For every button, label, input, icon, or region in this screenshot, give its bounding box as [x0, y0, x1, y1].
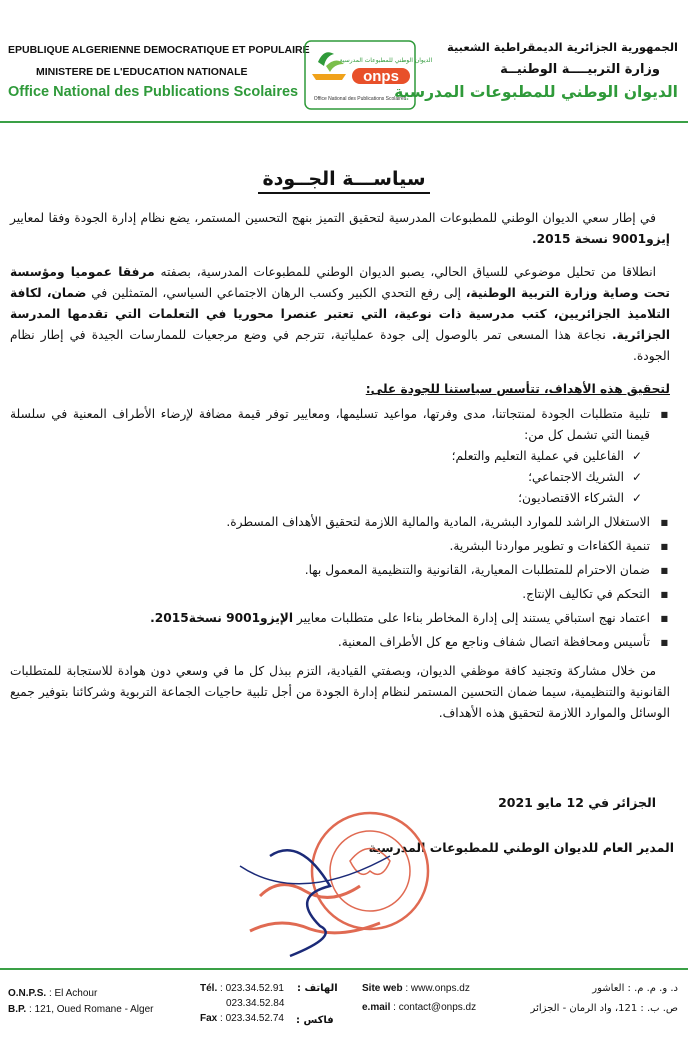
footer-bp: B.P. : 121, Oued Romane - Alger: [8, 1004, 154, 1015]
list-item: ✓ الفاعلين في عملية التعليم والتعلم؛: [10, 446, 624, 467]
signatory-title: المدير العام للديوان الوطني للمطبوعات المدرسية: [368, 840, 674, 855]
republic-name-fr: EPUBLIQUE ALGERIENNE DEMOCRATIQUE ET POPULAIRE: [8, 44, 310, 56]
footer-address-ar-2: ص. ب. : 121، واد الرمان - الجزائر: [530, 1003, 678, 1014]
footer-tel: Tél. : 023.34.52.91: [200, 983, 284, 994]
logo-text-ar: الديوان الوطني للمطبوعات المدرسية: [339, 57, 433, 64]
logo-mark: onps: [363, 68, 399, 85]
ministry-name-ar: وزارة التربيــــة الوطنيــة: [500, 62, 660, 77]
goals-list: [10, 404, 670, 653]
list-item: ■ تنمية الكفاءات و تطوير مواردنا البشرية.: [10, 536, 650, 557]
header-arabic: [394, 40, 678, 101]
ministry-name-fr: MINISTERE DE L'EDUCATION NATIONALE: [36, 66, 248, 78]
check-icon: ✓: [631, 470, 642, 484]
goals-heading: لتحقيق هذه الأهداف، تتأسس سياستنا للجودة على:: [365, 382, 670, 396]
stakeholder-list: [10, 446, 650, 509]
logo-text-fr: Office National des Publications Scolaires: [313, 96, 407, 102]
footer-email: e.mail : contact@onps.dz: [362, 1002, 477, 1013]
list-item: ✓ الشريك الاجتماعي؛: [10, 467, 624, 488]
iso-reference: إيزو9001 نسخة 2015.: [531, 232, 670, 246]
footer-org: O.N.P.S. : El Achour: [8, 988, 98, 999]
document-body: [10, 208, 670, 736]
footer-tel-ar: الهاتف :: [297, 983, 338, 994]
list-item: ■ تأسيس ومحافظة اتصال شفاف وناجع مع كل الأطراف المعنية.: [10, 632, 650, 653]
paragraph-context: انطلاقا من تحليل موضوعي للسياق الحالي، يصبو الديوان الوطني للمطبوعات المدرسية، بصفته مرفقا عموميا ومؤسسة تحت وصاية وزارة التربية الوطنية، إلى رفع التحدي الكبير وكسب الرهان الاجتماعي السياسي، المتمثلين في ضمان، لكافة التلاميذ الجزائريين، كتب مدرسية ذات نوعية، التي تعتبر عنصرا محوريا في التعلمات التي تقدمها المدرسة الجزائرية. نجاعة هذا المسعى تمر بالوصول إلى جودة عملياتية، تترجم في وضع مرجعيات للممارسات الجيدة في إطار نظام الجودة.: [10, 265, 671, 363]
check-icon: ✓: [631, 491, 642, 505]
office-name-ar: الديوان الوطني للمطبوعات المدرسية: [394, 83, 678, 101]
republic-name-ar: الجمهورية الجزائرية الديمقراطية الشعبية: [446, 40, 678, 54]
paragraph-intro: في إطار سعي الديوان الوطني للمطبوعات المدرسية لتحقيق التميز بنهج التحسين المستمر، يضع نظام إدارة الجودة وفقا لمعايير إيزو9001 نسخة 2015.: [10, 211, 670, 246]
sign-date: الجزائر في 12 مايو 2021: [498, 795, 656, 810]
official-stamp-signature: [200, 806, 440, 956]
list-item: ■ تلبية متطلبات الجودة لمنتجاتنا، مدى وفرتها، مواعيد تسليمها، ومعايير توفر قيمة مضافة لإرضاء الأطراف المعنية في سلسلة قيمنا التي تشمل كل من: ✓ الفاعلين في عملية التعليم والتعلم؛ ✓ الشريك الاجتماعي؛ ✓ الشركاء الاقتصاديون؛: [10, 404, 650, 509]
header-french: [8, 44, 310, 100]
list-item: ✓ الشركاء الاقتصاديون؛: [10, 488, 624, 509]
check-icon: ✓: [631, 449, 642, 463]
header-divider: [0, 121, 688, 123]
footer-tel2: 023.34.52.84: [226, 998, 285, 1009]
footer-divider: [0, 968, 688, 970]
footer-fax: Fax : 023.34.52.74: [200, 1013, 284, 1024]
office-name-fr: Office National des Publications Scolaires: [8, 84, 299, 100]
paragraph-commitment: من خلال مشاركة وتجنيد كافة موظفي الديوان، وبصفتي القيادية، التزم ببذل كل ما في وسعي دون هوادة للاستجابة للمتطلبات القانونية والتنظيمية، سيما ضمان التحسين المستمر لنظام إدارة الجودة من أجل تلبية حاجيات الجماعة التربوية وشركائنا بتوفير جميع الوسائل والموارد اللازمة لتحقيق هذه الأهداف.: [10, 664, 670, 720]
list-item: ■ الاستغلال الراشد للموارد البشرية، المادية والمالية اللازمة لتحقيق الأهداف المسطرة.: [10, 512, 650, 533]
footer-website: Site web : www.onps.dz: [362, 983, 470, 994]
list-item: ■ التحكم في تكاليف الإنتاج.: [10, 584, 650, 605]
footer-fax-ar: فاكس :: [296, 1015, 334, 1026]
footer-address-ar-1: د. و. م. م. : العاشور: [592, 983, 678, 994]
document-title: سياســـة الجــودة: [0, 168, 688, 190]
list-item: ■ اعتماد نهج استباقي يستند إلى إدارة المخاطر بناءا على متطلبات معايير الإيزو9001 نسخة2015.: [10, 608, 650, 629]
list-item: ■ ضمان الاحترام للمتطلبات المعيارية، القانونية والتنظيمية المعمول بها.: [10, 560, 650, 581]
